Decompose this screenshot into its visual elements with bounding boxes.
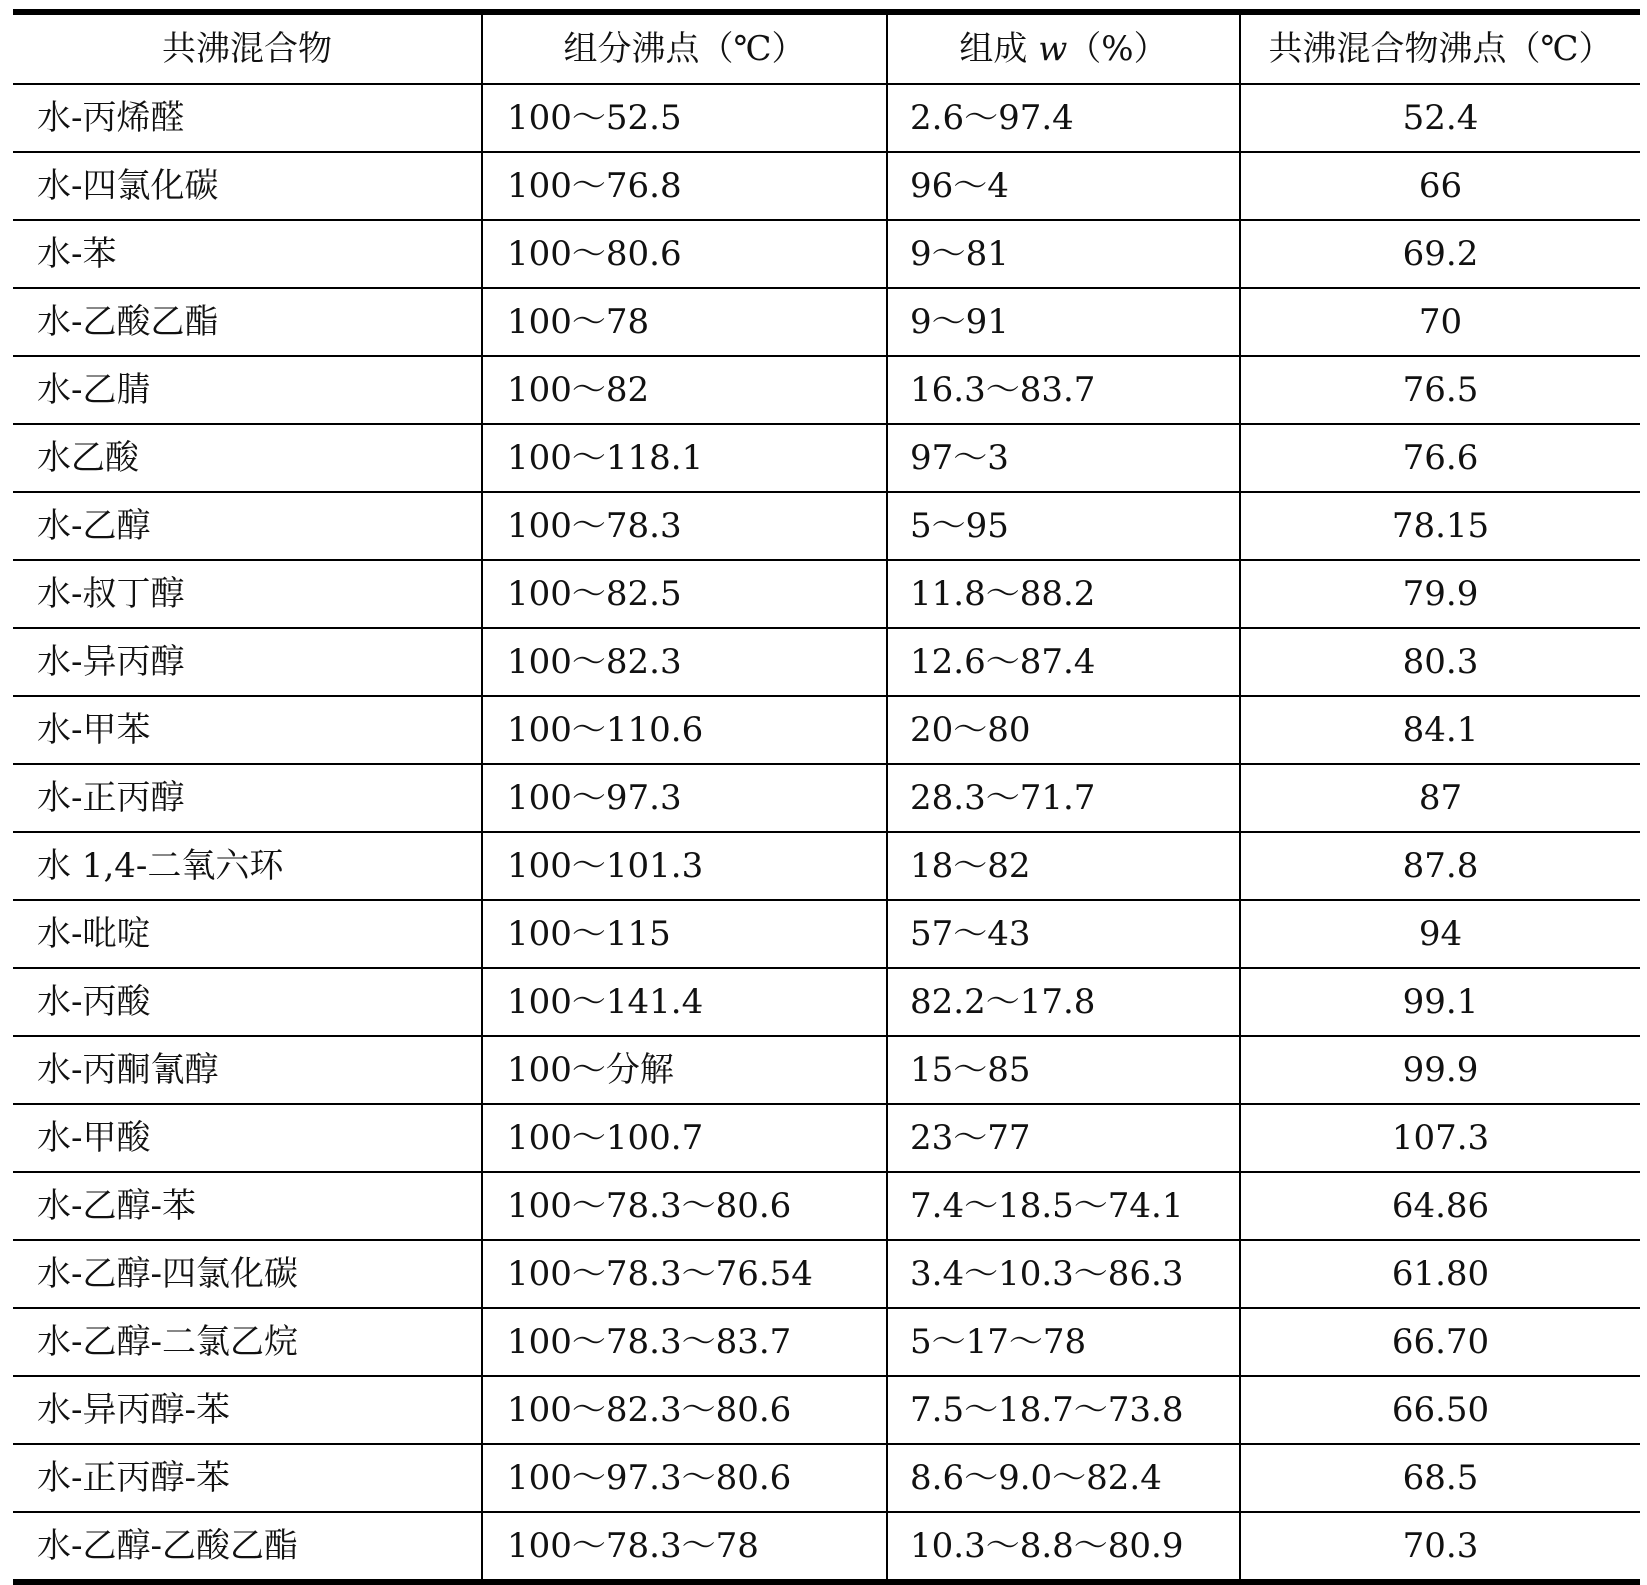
cell-component-bp: 100～80.6	[482, 220, 887, 288]
cell-component-bp: 100～78.3	[482, 492, 887, 560]
cell-mixture: 水-叔丁醇	[13, 560, 482, 628]
table-header	[13, 12, 1640, 84]
cell-azeotrope-bp: 52.4	[1240, 84, 1640, 152]
table-row	[13, 1512, 1640, 1582]
cell-composition: 7.4～18.5～74.1	[887, 1172, 1240, 1240]
table-row	[13, 1240, 1640, 1308]
cell-component-bp: 100～82	[482, 356, 887, 424]
header-composition	[887, 12, 1240, 84]
cell-component-bp: 100～110.6	[482, 696, 887, 764]
cell-mixture: 水-乙醇-二氯乙烷	[13, 1308, 482, 1376]
cell-mixture: 水-正丙醇	[13, 764, 482, 832]
table-body	[13, 84, 1640, 1582]
cell-component-bp: 100～141.4	[482, 968, 887, 1036]
cell-component-bp: 100～78.3～76.54	[482, 1240, 887, 1308]
cell-component-bp: 100～分解	[482, 1036, 887, 1104]
cell-component-bp: 100～82.5	[482, 560, 887, 628]
cell-composition: 5～95	[887, 492, 1240, 560]
cell-composition: 18～82	[887, 832, 1240, 900]
cell-azeotrope-bp: 69.2	[1240, 220, 1640, 288]
table-row	[13, 356, 1640, 424]
header-mixture: 共沸混合物	[162, 29, 332, 69]
cell-azeotrope-bp: 94	[1240, 900, 1640, 968]
cell-composition: 15～85	[887, 1036, 1240, 1104]
table-row	[13, 1036, 1640, 1104]
cell-azeotrope-bp: 66.50	[1240, 1376, 1640, 1444]
cell-mixture: 水-乙腈	[13, 356, 482, 424]
table-row	[13, 832, 1640, 900]
table-row	[13, 1172, 1640, 1240]
table-row	[13, 152, 1640, 220]
header-component-bp: 组分沸点（℃）	[482, 12, 887, 84]
cell-azeotrope-bp: 84.1	[1240, 696, 1640, 764]
cell-azeotrope-bp: 70	[1240, 288, 1640, 356]
cell-component-bp: 100～101.3	[482, 832, 887, 900]
cell-azeotrope-bp: 66	[1240, 152, 1640, 220]
table-row	[13, 560, 1640, 628]
table-row	[13, 220, 1640, 288]
cell-component-bp: 100～100.7	[482, 1104, 887, 1172]
table-row	[13, 492, 1640, 560]
table-row	[13, 1308, 1640, 1376]
table-row	[13, 424, 1640, 492]
cell-azeotrope-bp: 78.15	[1240, 492, 1640, 560]
cell-mixture: 水-异丙醇	[13, 628, 482, 696]
cell-composition: 20～80	[887, 696, 1240, 764]
cell-azeotrope-bp: 87.8	[1240, 832, 1640, 900]
cell-mixture: 水-正丙醇-苯	[13, 1444, 482, 1512]
cell-mixture: 水-乙醇-苯	[13, 1172, 482, 1240]
cell-mixture: 水-四氯化碳	[13, 152, 482, 220]
cell-composition: 96～4	[887, 152, 1240, 220]
cell-component-bp: 100～78	[482, 288, 887, 356]
cell-mixture: 水-苯	[13, 220, 482, 288]
azeotrope-table	[13, 9, 1640, 1585]
cell-azeotrope-bp: 66.70	[1240, 1308, 1640, 1376]
cell-azeotrope-bp: 80.3	[1240, 628, 1640, 696]
table-row	[13, 900, 1640, 968]
table-row	[13, 628, 1640, 696]
cell-composition: 82.2～17.8	[887, 968, 1240, 1036]
cell-mixture: 水-乙醇-四氯化碳	[13, 1240, 482, 1308]
cell-azeotrope-bp: 70.3	[1240, 1512, 1640, 1582]
cell-composition: 2.6～97.4	[887, 84, 1240, 152]
cell-composition: 10.3～8.8～80.9	[887, 1512, 1240, 1582]
cell-component-bp: 100～78.3～80.6	[482, 1172, 887, 1240]
table-row	[13, 1444, 1640, 1512]
cell-component-bp: 100～97.3～80.6	[482, 1444, 887, 1512]
table-row	[13, 1376, 1640, 1444]
cell-component-bp: 100～78.3～78	[482, 1512, 887, 1582]
cell-component-bp: 100～82.3	[482, 628, 887, 696]
cell-composition: 7.5～18.7～73.8	[887, 1376, 1240, 1444]
header-composition-suffix: （%）	[1067, 29, 1168, 69]
cell-mixture: 水 1,4-二氧六环	[13, 832, 482, 900]
header-composition-var: w	[1038, 29, 1068, 69]
cell-component-bp: 100～52.5	[482, 84, 887, 152]
cell-composition: 57～43	[887, 900, 1240, 968]
cell-composition: 12.6～87.4	[887, 628, 1240, 696]
cell-mixture: 水-丙酮氰醇	[13, 1036, 482, 1104]
cell-azeotrope-bp: 64.86	[1240, 1172, 1640, 1240]
cell-composition: 28.3～71.7	[887, 764, 1240, 832]
cell-component-bp: 100～97.3	[482, 764, 887, 832]
table-row	[13, 968, 1640, 1036]
cell-mixture: 水-乙酸乙酯	[13, 288, 482, 356]
cell-mixture: 水-乙醇	[13, 492, 482, 560]
cell-composition: 11.8～88.2	[887, 560, 1240, 628]
cell-composition: 23～77	[887, 1104, 1240, 1172]
cell-mixture: 水-丙酸	[13, 968, 482, 1036]
header-azeotrope-bp: 共沸混合物沸点（℃）	[1240, 12, 1640, 84]
table-row	[13, 696, 1640, 764]
cell-mixture: 水-丙烯醛	[13, 84, 482, 152]
cell-component-bp: 100～78.3～83.7	[482, 1308, 887, 1376]
cell-mixture: 水-乙醇-乙酸乙酯	[13, 1512, 482, 1582]
cell-mixture: 水-甲苯	[13, 696, 482, 764]
header-row	[13, 12, 1640, 84]
header-composition-prefix: 组成	[959, 29, 1028, 69]
cell-azeotrope-bp: 99.9	[1240, 1036, 1640, 1104]
cell-azeotrope-bp: 76.5	[1240, 356, 1640, 424]
cell-azeotrope-bp: 79.9	[1240, 560, 1640, 628]
cell-azeotrope-bp: 87	[1240, 764, 1640, 832]
cell-component-bp: 100～82.3～80.6	[482, 1376, 887, 1444]
table-row	[13, 84, 1640, 152]
cell-azeotrope-bp: 61.80	[1240, 1240, 1640, 1308]
cell-composition: 16.3～83.7	[887, 356, 1240, 424]
table-row	[13, 288, 1640, 356]
cell-mixture: 水乙酸	[13, 424, 482, 492]
cell-azeotrope-bp: 99.1	[1240, 968, 1640, 1036]
cell-composition: 3.4～10.3～86.3	[887, 1240, 1240, 1308]
cell-composition: 9～91	[887, 288, 1240, 356]
cell-component-bp: 100～118.1	[482, 424, 887, 492]
cell-azeotrope-bp: 107.3	[1240, 1104, 1640, 1172]
cell-mixture: 水-吡啶	[13, 900, 482, 968]
table-row	[13, 1104, 1640, 1172]
cell-component-bp: 100～76.8	[482, 152, 887, 220]
cell-azeotrope-bp: 76.6	[1240, 424, 1640, 492]
cell-composition: 9～81	[887, 220, 1240, 288]
cell-composition: 97～3	[887, 424, 1240, 492]
cell-composition: 5～17～78	[887, 1308, 1240, 1376]
table-row	[13, 764, 1640, 832]
cell-mixture: 水-甲酸	[13, 1104, 482, 1172]
cell-composition: 8.6～9.0～82.4	[887, 1444, 1240, 1512]
cell-component-bp: 100～115	[482, 900, 887, 968]
cell-azeotrope-bp: 68.5	[1240, 1444, 1640, 1512]
cell-mixture: 水-异丙醇-苯	[13, 1376, 482, 1444]
